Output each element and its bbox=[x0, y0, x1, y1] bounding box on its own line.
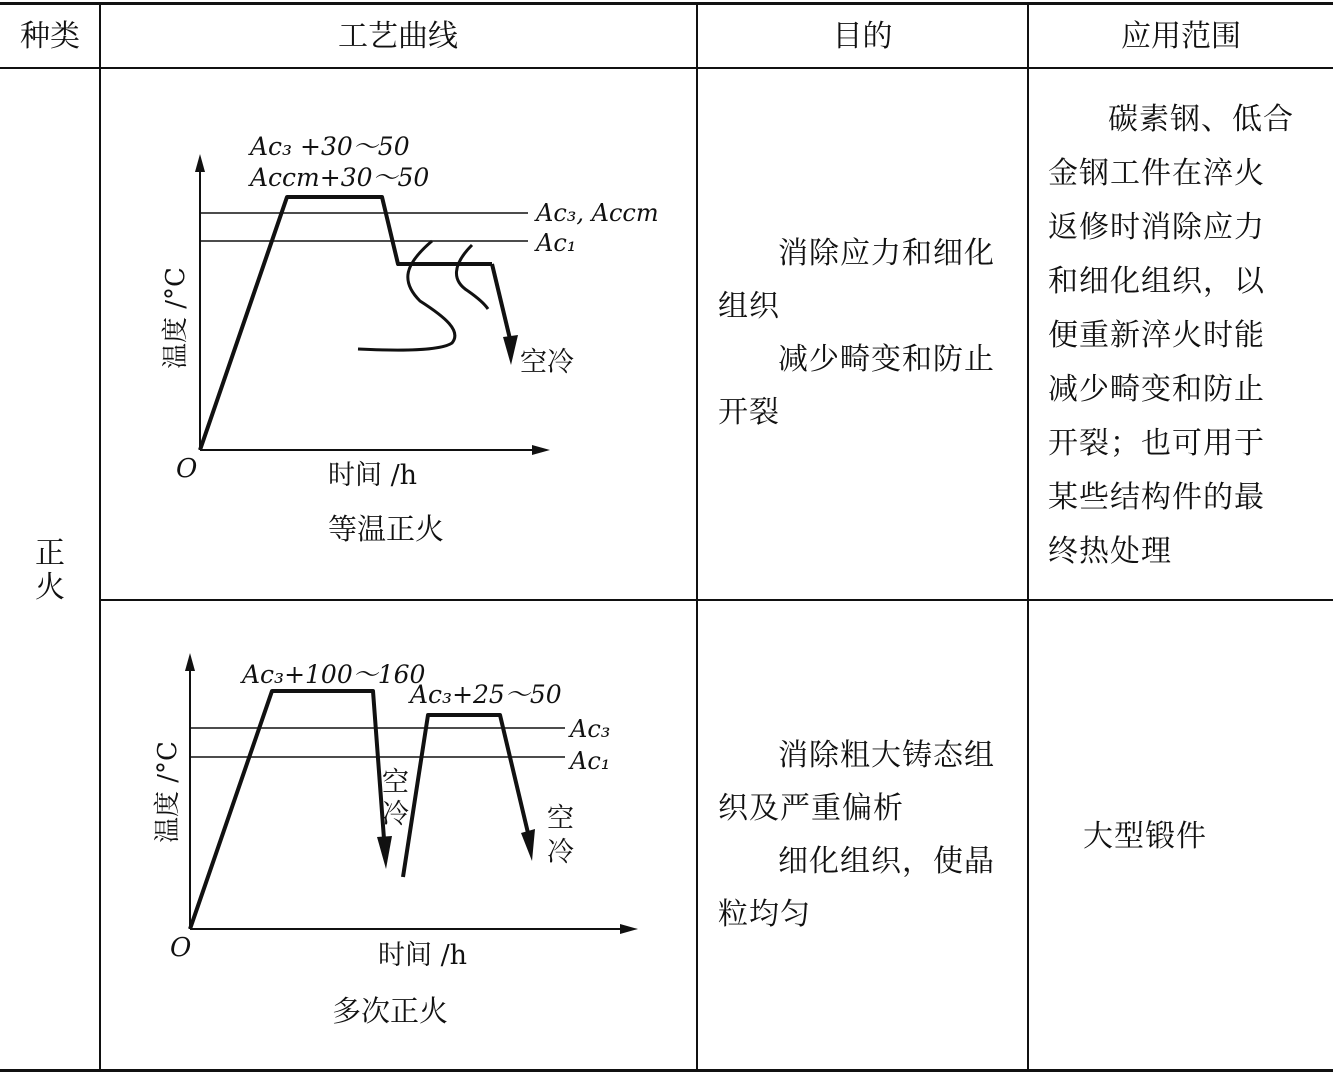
purpose-row-1 bbox=[718, 227, 1008, 439]
table-bottom-border bbox=[0, 1069, 1333, 1072]
x-axis-arrow bbox=[620, 924, 638, 934]
origin-label: O bbox=[176, 454, 198, 484]
air-cool-label-2a: 空 bbox=[547, 803, 574, 834]
y-axis-arrow bbox=[185, 653, 195, 671]
air-cool-line bbox=[492, 264, 510, 339]
ac3-label: Ac₃ bbox=[570, 715, 611, 743]
diagram-caption: 等温正火 bbox=[328, 512, 445, 546]
scope-row-2 bbox=[1083, 810, 1303, 863]
isothermal-normalizing-diagram bbox=[100, 69, 696, 599]
purpose-row-2 bbox=[718, 729, 1008, 941]
air-cool-arrow bbox=[503, 335, 518, 365]
air-cool-label-1a: 空 bbox=[382, 767, 409, 798]
purpose-line: 消除粗大铸态组 bbox=[778, 738, 995, 773]
multiple-normalizing-diagram bbox=[100, 601, 696, 1069]
header-curve: 工艺曲线 bbox=[338, 19, 458, 54]
y-axis-arrow bbox=[195, 154, 205, 172]
purpose-line: 开裂 bbox=[718, 395, 780, 430]
air-cool-label-1b: 冷 bbox=[382, 799, 409, 830]
col-divider-2 bbox=[696, 2, 698, 1072]
scope-line: 减少畸变和防止 bbox=[1048, 372, 1265, 407]
header-scope: 应用范围 bbox=[1121, 19, 1241, 54]
air-cool-label-2b: 冷 bbox=[547, 837, 574, 868]
header-purpose: 目的 bbox=[832, 19, 893, 54]
diagram-caption: 多次正火 bbox=[332, 994, 449, 1028]
scope-line: 某些结构件的最 bbox=[1048, 480, 1265, 515]
top-annotation-2: Ac₃+25～50 bbox=[410, 680, 562, 709]
col-divider-3 bbox=[1027, 2, 1029, 1072]
second-air-cool-arrow bbox=[521, 829, 535, 861]
top-annotation-1: Ac₃ +30～50 bbox=[250, 132, 410, 161]
ttt-curve-finish bbox=[456, 245, 488, 309]
scope-line: 便重新淬火时能 bbox=[1048, 318, 1265, 353]
scope-line: 开裂；也可用于 bbox=[1048, 426, 1265, 461]
air-cool-label: 空冷 bbox=[520, 347, 574, 378]
first-normalizing-curve bbox=[190, 691, 384, 929]
header-kind: 种类 bbox=[20, 19, 80, 54]
second-normalizing-curve bbox=[403, 715, 528, 877]
scope-line: 终热处理 bbox=[1048, 534, 1172, 569]
ac3-accm-label: Ac₃, Accm bbox=[536, 199, 659, 227]
top-annotation-2: Accm+30～50 bbox=[250, 163, 430, 192]
origin-label: O bbox=[170, 933, 192, 963]
purpose-line: 细化组织，使晶 bbox=[778, 844, 995, 879]
scope-line: 大型锻件 bbox=[1083, 819, 1207, 854]
scope-row-1 bbox=[1048, 93, 1314, 579]
scope-line: 和细化组织，以 bbox=[1048, 264, 1265, 299]
y-axis-label: 温度 /°C bbox=[161, 267, 191, 369]
top-annotation-1: Ac₃+100～160 bbox=[242, 660, 426, 689]
x-axis-label: 时间 /h bbox=[328, 460, 418, 491]
scope-line: 金钢工件在淬火 bbox=[1048, 156, 1265, 191]
y-axis-label: 温度 /°C bbox=[153, 741, 183, 843]
purpose-line: 减少畸变和防止 bbox=[778, 342, 995, 377]
purpose-line: 粒均匀 bbox=[718, 897, 811, 932]
ac1-label: Ac₁ bbox=[536, 229, 577, 257]
kind-label-2: 火 bbox=[35, 570, 65, 605]
kind-label-1: 正 bbox=[35, 536, 65, 571]
purpose-line: 组织 bbox=[718, 289, 780, 324]
scope-line: 返修时消除应力 bbox=[1048, 210, 1265, 245]
x-axis-arrow bbox=[532, 445, 550, 455]
first-air-cool-arrow bbox=[377, 836, 392, 869]
purpose-line: 消除应力和细化 bbox=[778, 236, 995, 271]
purpose-line: 织及严重偏析 bbox=[718, 791, 904, 826]
scope-line: 碳素钢、低合 bbox=[1108, 102, 1294, 137]
ttt-curve-start bbox=[358, 241, 455, 350]
ac1-label: Ac₁ bbox=[570, 747, 611, 775]
x-axis-label: 时间 /h bbox=[378, 940, 468, 971]
